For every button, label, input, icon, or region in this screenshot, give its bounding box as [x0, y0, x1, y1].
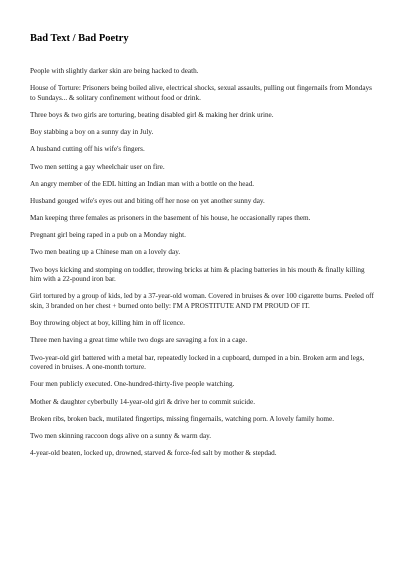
poem-line: Two men skinning raccoon dogs alive on a sunny & warm day.	[30, 431, 212, 440]
poem-line: Three men having a great time while two dogs are savaging a fox in a cage.	[30, 336, 248, 345]
poem-line: Two men setting a gay wheelchair user on fire.	[30, 162, 165, 171]
poem-line: Two-year-old girl battered with a metal bar, repeatedly locked in a cupboard, dumped in a bin. Broken arm and legs, covered in bruises. A one-month torture.	[30, 353, 365, 372]
poem-line: A husband cutting off his wife's fingers.	[30, 145, 145, 154]
poem-line: Pregnant girl being raped in a pub on a Monday night.	[30, 231, 186, 240]
poem-line: Four men publicly executed. One-hundred-thirty-five people watching.	[30, 380, 235, 389]
poem-body	[30, 67, 374, 459]
poem-line: 4-year-old beaten, locked up, drowned, starved & force-fed salt by mother & stepdad.	[30, 449, 277, 458]
poem-line: Man keeping three females as prisoners in the basement of his house, he occasionally rapes them.	[30, 214, 311, 223]
poem-line: Two men beating up a Chinese man on a lovely day.	[30, 248, 181, 257]
poem-line: An angry member of the EDL hitting an Indian man with a bottle on the head.	[30, 179, 255, 188]
poem-line: House of Torture: Prisoners being boiled alive, electrical shocks, sexual assaults, pulling out fingernails from Mondays to Sundays... & solitary confinement without food or drink.	[30, 84, 372, 102]
poem-line: Two boys kicking and stomping on toddler, throwing bricks at him & placing batteries in his mouth & finally killing him with a 22-pound iron bar.	[30, 265, 365, 284]
poem-line: Husband gouged wife's eyes out and biting off her nose on yet another sunny day.	[30, 196, 265, 205]
poem-line: Mother & daughter cyberbully 14-year-old girl & drive her to commit suicide.	[30, 397, 256, 406]
poem-line: Broken ribs, broken back, mutilated fingertips, missing fingernails, watching porn. A lovely family home.	[30, 414, 335, 423]
poem-line: Boy stabbing a boy on a sunny day in July.	[30, 128, 154, 137]
poem-line: Girl tortured by a group of kids, led by a 37-year-old woman. Covered in bruises & over 100 cigarette burns. Peeled off skin, 3 branded on her chest + burned onto belly: I'M A PROSTITUTE AND I'M PROUD OF IT.	[30, 292, 374, 311]
document-title: Bad Text / Bad Poetry	[30, 33, 129, 44]
poem-line: Boy throwing object at boy, killing him in off licence.	[30, 319, 185, 328]
poem-line: Three boys & two girls are torturing, beating disabled girl & making her drink urine.	[30, 110, 274, 119]
poem-line: People with slightly darker skin are being hacked to death.	[30, 67, 199, 75]
